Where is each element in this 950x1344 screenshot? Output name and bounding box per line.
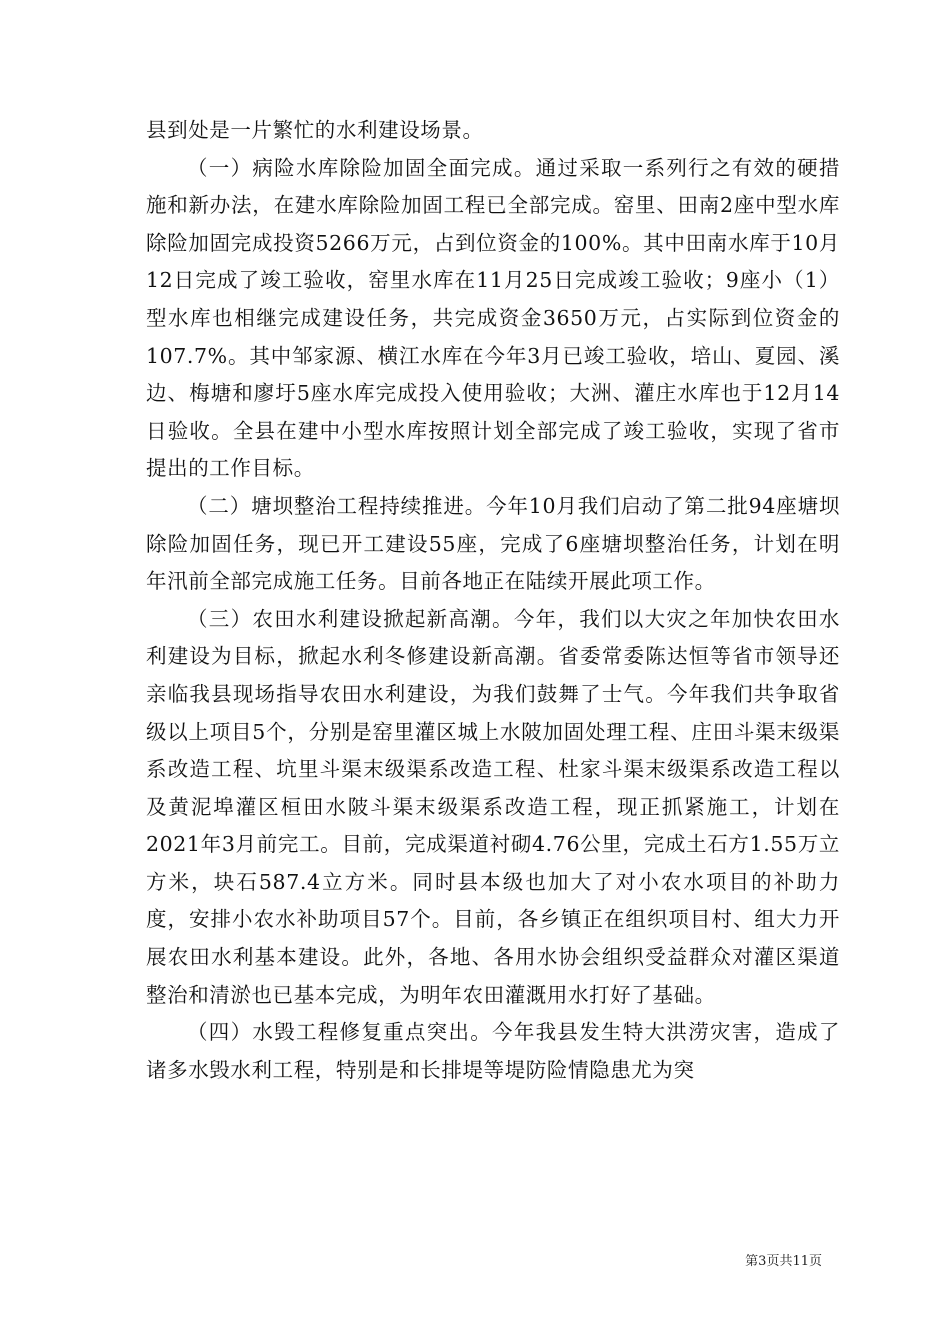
paragraph-flood-damage-repair: （四）水毁工程修复重点突出。今年我县发生特大洪涝灾害，造成了诸多水毁水利工程，特别是和长排堤等堤防险情隐患尤为突 [146, 1020, 840, 1082]
document-body [146, 112, 840, 1089]
page-number: 第3页共11页 [745, 1254, 822, 1269]
paragraph-reservoir-reinforcement: （一）病险水库除险加固全面完成。通过采取一系列行之有效的硬措施和新办法，在建水库除险加固工程已全部完成。窑里、田南2座中型水库除险加固完成投资5266万元，占到位资金的100%。其中田南水库于10月12日完成了竣工验收，窑里水库在11月25日完成竣工验收；9座小（1）型水库也相继完成建设任务，共完成资金3650万元，占实际到位资金的107.7%。其中邹家源、横江水库在今年3月已竣工验收，培山、夏园、溪边、梅塘和廖圩5座水库完成投入使用验收；大洲、灌庄水库也于12月14日验收。全县在建中小型水库按照计划全部完成了竣工验收，实现了省市提出的工作目标。 [146, 155, 840, 481]
paragraph-farmland-water-conservancy: （三）农田水利建设掀起新高潮。今年，我们以大灾之年加快农田水利建设为目标，掀起水利冬修建设新高潮。省委常委陈达恒等省市领导还亲临我县现场指导农田水利建设，为我们鼓舞了士气。今年我们共争取省级以上项目5个，分别是窑里灌区城上水陂加固处理工程、庄田斗渠末级渠系改造工程、坑里斗渠末级渠系改造工程、杜家斗渠末级渠系改造工程以及黄泥埠灌区桓田水陂斗渠末级渠系改造工程，现正抓紧施工，计划在2021年3月前完工。目前，完成渠道衬砌4.76公里，完成土石方1.55万立方米，块石587.4立方米。同时县本级也加大了对小农水项目的补助力度，安排小农水补助项目57个。目前，各乡镇正在组织项目村、组大力开展农田水利基本建设。此外，各地、各用水协会组织受益群众对灌区渠道整治和清淤也已基本完成，为明年农田灌溉用水打好了基础。 [146, 606, 840, 1007]
paragraph-pond-dam-renovation: （二）塘坝整治工程持续推进。今年10月我们启动了第二批94座塘坝除险加固任务，现已开工建设55座，完成了6座塘坝整治任务，计划在明年汛前全部完成施工任务。目前各地正在陆续开展此项工作。 [146, 493, 840, 594]
paragraph-continuation: 县到处是一片繁忙的水利建设场景。 [146, 118, 484, 142]
